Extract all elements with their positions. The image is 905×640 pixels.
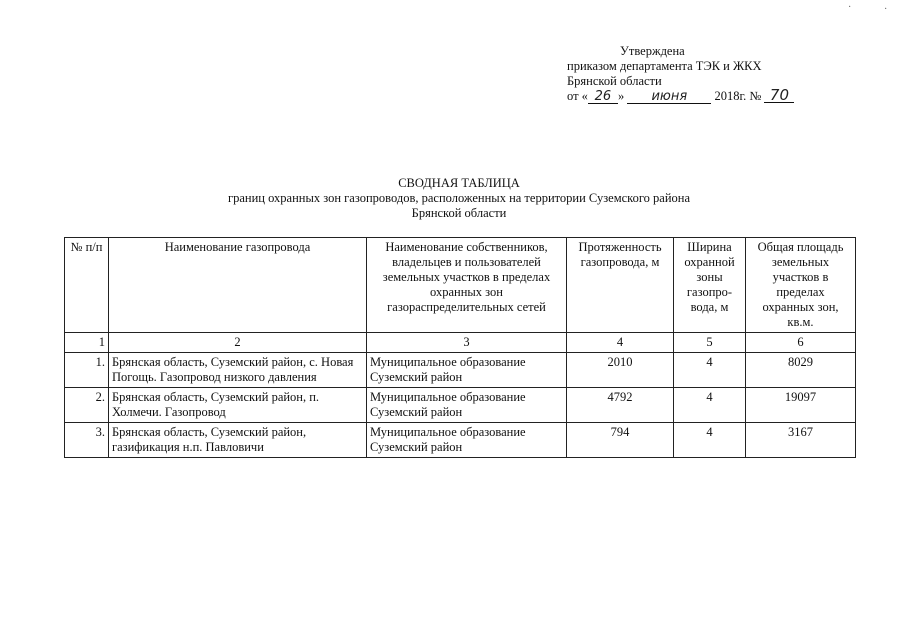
column-number-row: [65, 333, 856, 353]
scan-speck: ·: [848, 2, 852, 13]
summary-table: [64, 237, 856, 458]
col-number: 5: [674, 333, 746, 353]
row-zone-width: 4: [674, 423, 746, 458]
row-owner: Муниципальное образование Суземский район: [367, 388, 567, 423]
row-length: 794: [567, 423, 674, 458]
document-title: [64, 176, 854, 221]
col-number: 4: [567, 333, 674, 353]
row-number: 2.: [65, 388, 109, 423]
title-subheading: границ охранных зон газопроводов, расположенных на территории Суземского района: [227, 191, 691, 205]
row-area: 8029: [746, 353, 856, 388]
date-month: июня: [627, 90, 711, 104]
header-zone-width: Ширина охранной зоны газопро-вода, м: [674, 238, 746, 333]
order-number: 70: [764, 89, 794, 103]
row-length: 4792: [567, 388, 674, 423]
approval-title: Утверждена: [620, 44, 685, 58]
approval-region: Брянской области: [567, 74, 662, 88]
header-length: Протяженность газопровода, м: [567, 238, 674, 333]
row-area: 19097: [746, 388, 856, 423]
date-day: 26: [588, 90, 618, 104]
table-header-row: [65, 238, 856, 333]
header-pipeline: Наименование газопровода: [109, 238, 367, 333]
row-number: 3.: [65, 423, 109, 458]
date-prefix: от «: [567, 89, 588, 103]
header-owners: Наименование собственников, владельцев и пользователей земельных участков в пределах охранных зон газораспределительных сетей: [367, 238, 567, 333]
row-length: 2010: [567, 353, 674, 388]
row-pipeline: Брянская область, Суземский район, п. Холмечи. Газопровод: [109, 388, 367, 423]
title-region: Брянской области: [411, 206, 507, 220]
table-row: [65, 423, 856, 458]
scan-speck: ·: [884, 4, 888, 15]
row-pipeline: Брянская область, Суземский район, с. Новая Погощь. Газопровод низкого давления: [109, 353, 367, 388]
row-area: 3167: [746, 423, 856, 458]
title-heading: СВОДНАЯ ТАБЛИЦА: [398, 176, 520, 190]
date-mid: »: [617, 89, 625, 103]
col-number: 6: [746, 333, 856, 353]
col-number: 1: [65, 333, 109, 353]
approval-block: [567, 44, 867, 104]
row-number: 1.: [65, 353, 109, 388]
date-year: 2018г.: [714, 89, 747, 103]
table-row: [65, 388, 856, 423]
table-row: [65, 353, 856, 388]
row-zone-width: 4: [674, 353, 746, 388]
header-number: № п/п: [65, 238, 109, 333]
row-pipeline: Брянская область, Суземский район, газификация н.п. Павловичи: [109, 423, 367, 458]
row-owner: Муниципальное образование Суземский район: [367, 423, 567, 458]
approval-date-line: [567, 86, 867, 104]
number-sign: №: [749, 89, 762, 103]
row-owner: Муниципальное образование Суземский район: [367, 353, 567, 388]
col-number: 2: [109, 333, 367, 353]
approval-order: приказом департамента ТЭК и ЖКХ: [567, 59, 762, 73]
col-number: 3: [367, 333, 567, 353]
row-zone-width: 4: [674, 388, 746, 423]
header-area: Общая площадь земельных участков в пределах охранных зон, кв.м.: [746, 238, 856, 333]
